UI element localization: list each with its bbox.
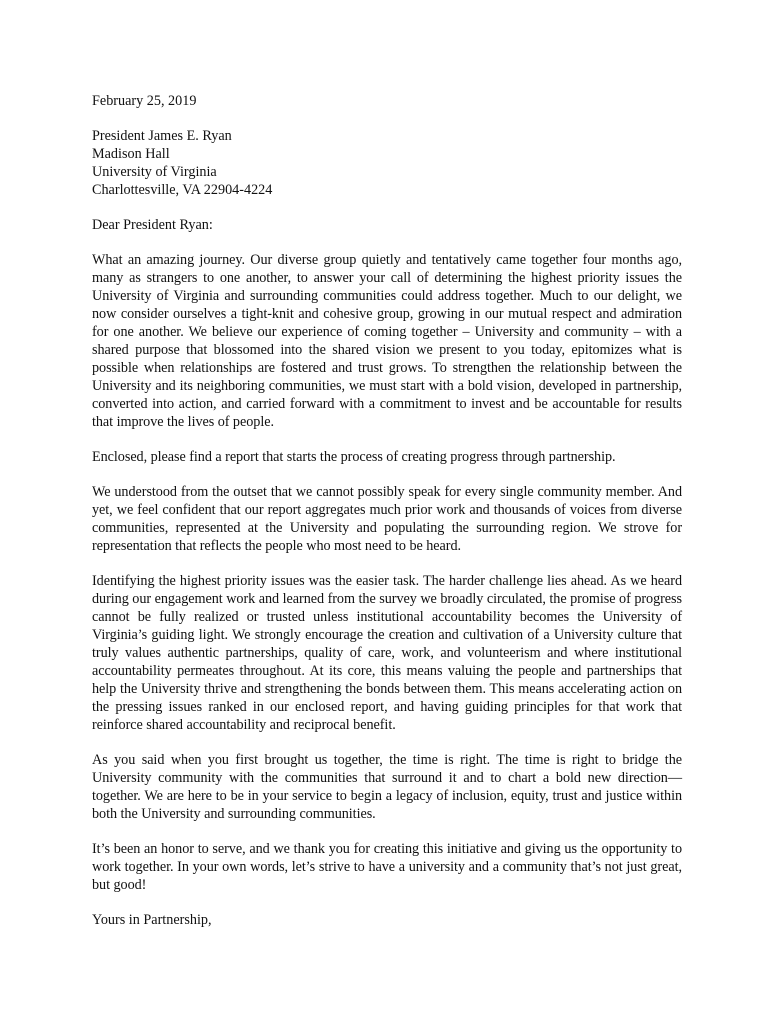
body-paragraph-1: What an amazing journey. Our diverse group quietly and tentatively came together four months ago, many as strangers to one another, to answer your call of determining the highest priority issues the University of Virginia and surrounding communities could address together. Much to our delight, we now consider ourselves a tight-knit and cohesive group, growing in our mutual respect and admiration for one another. We believe our experience of coming together – University and community – with a shared purpose that blossomed into the shared vision we present to you today, epitomizes what is possible when relationships are fostered and trust grows. To strengthen the relationship between the University and its neighboring communities, we must start with a bold vision, developed in partnership, converted into action, and carried forward with a commitment to invest and be accountable for results that improve the lives of people. [92,252,682,430]
recipient-name: President James E. Ryan [92,128,232,144]
closing: Yours in Partnership, [92,912,212,928]
body-paragraph-6: It’s been an honor to serve, and we thank you for creating this initiative and giving us the opportunity to work together. In your own words, let’s strive to have a university and a community that’s not just great, but good! [92,841,682,893]
recipient-building: Madison Hall [92,146,170,162]
letter-date: February 25, 2019 [92,93,197,109]
body-paragraph-5: As you said when you first brought us together, the time is right. The time is right to bridge the University community with the communities that surround it and to chart a bold new direction—together. We are here to be in your service to begin a legacy of inclusion, equity, trust and justice within both the University and surrounding communities. [92,752,682,822]
recipient-address [92,127,682,199]
body-paragraph-3: We understood from the outset that we cannot possibly speak for every single community member. And yet, we feel confident that our report aggregates much prior work and thousands of voices from diverse communities, represented at the University and populating the surrounding region. We strove for representation that reflects the people who most need to be heard. [92,484,682,554]
recipient-city-line: Charlottesville, VA 22904-4224 [92,182,273,198]
body-paragraph-4: Identifying the highest priority issues was the easier task. The harder challenge lies ahead. As we heard during our engagement work and learned from the survey we broadly circulated, the promise of progress cannot be fully realized or trusted unless institutional accountability becomes the University of Virginia’s guiding light. We strongly encourage the creation and cultivation of a University culture that truly values authentic partnerships, quality of care, work, and volunteerism and where institutional accountability permeates throughout. At its core, this means valuing the people and partnerships that help the University thrive and strengthening the bonds between them. This means accelerating action on the pressing issues ranked in our enclosed report, and having guiding principles for that work that reinforce shared accountability and reciprocal benefit. [92,573,682,733]
body-paragraph-2: Enclosed, please find a report that starts the process of creating progress through partnership. [92,449,616,465]
recipient-institution: University of Virginia [92,164,217,180]
letter-page [92,92,682,929]
salutation: Dear President Ryan: [92,217,213,233]
